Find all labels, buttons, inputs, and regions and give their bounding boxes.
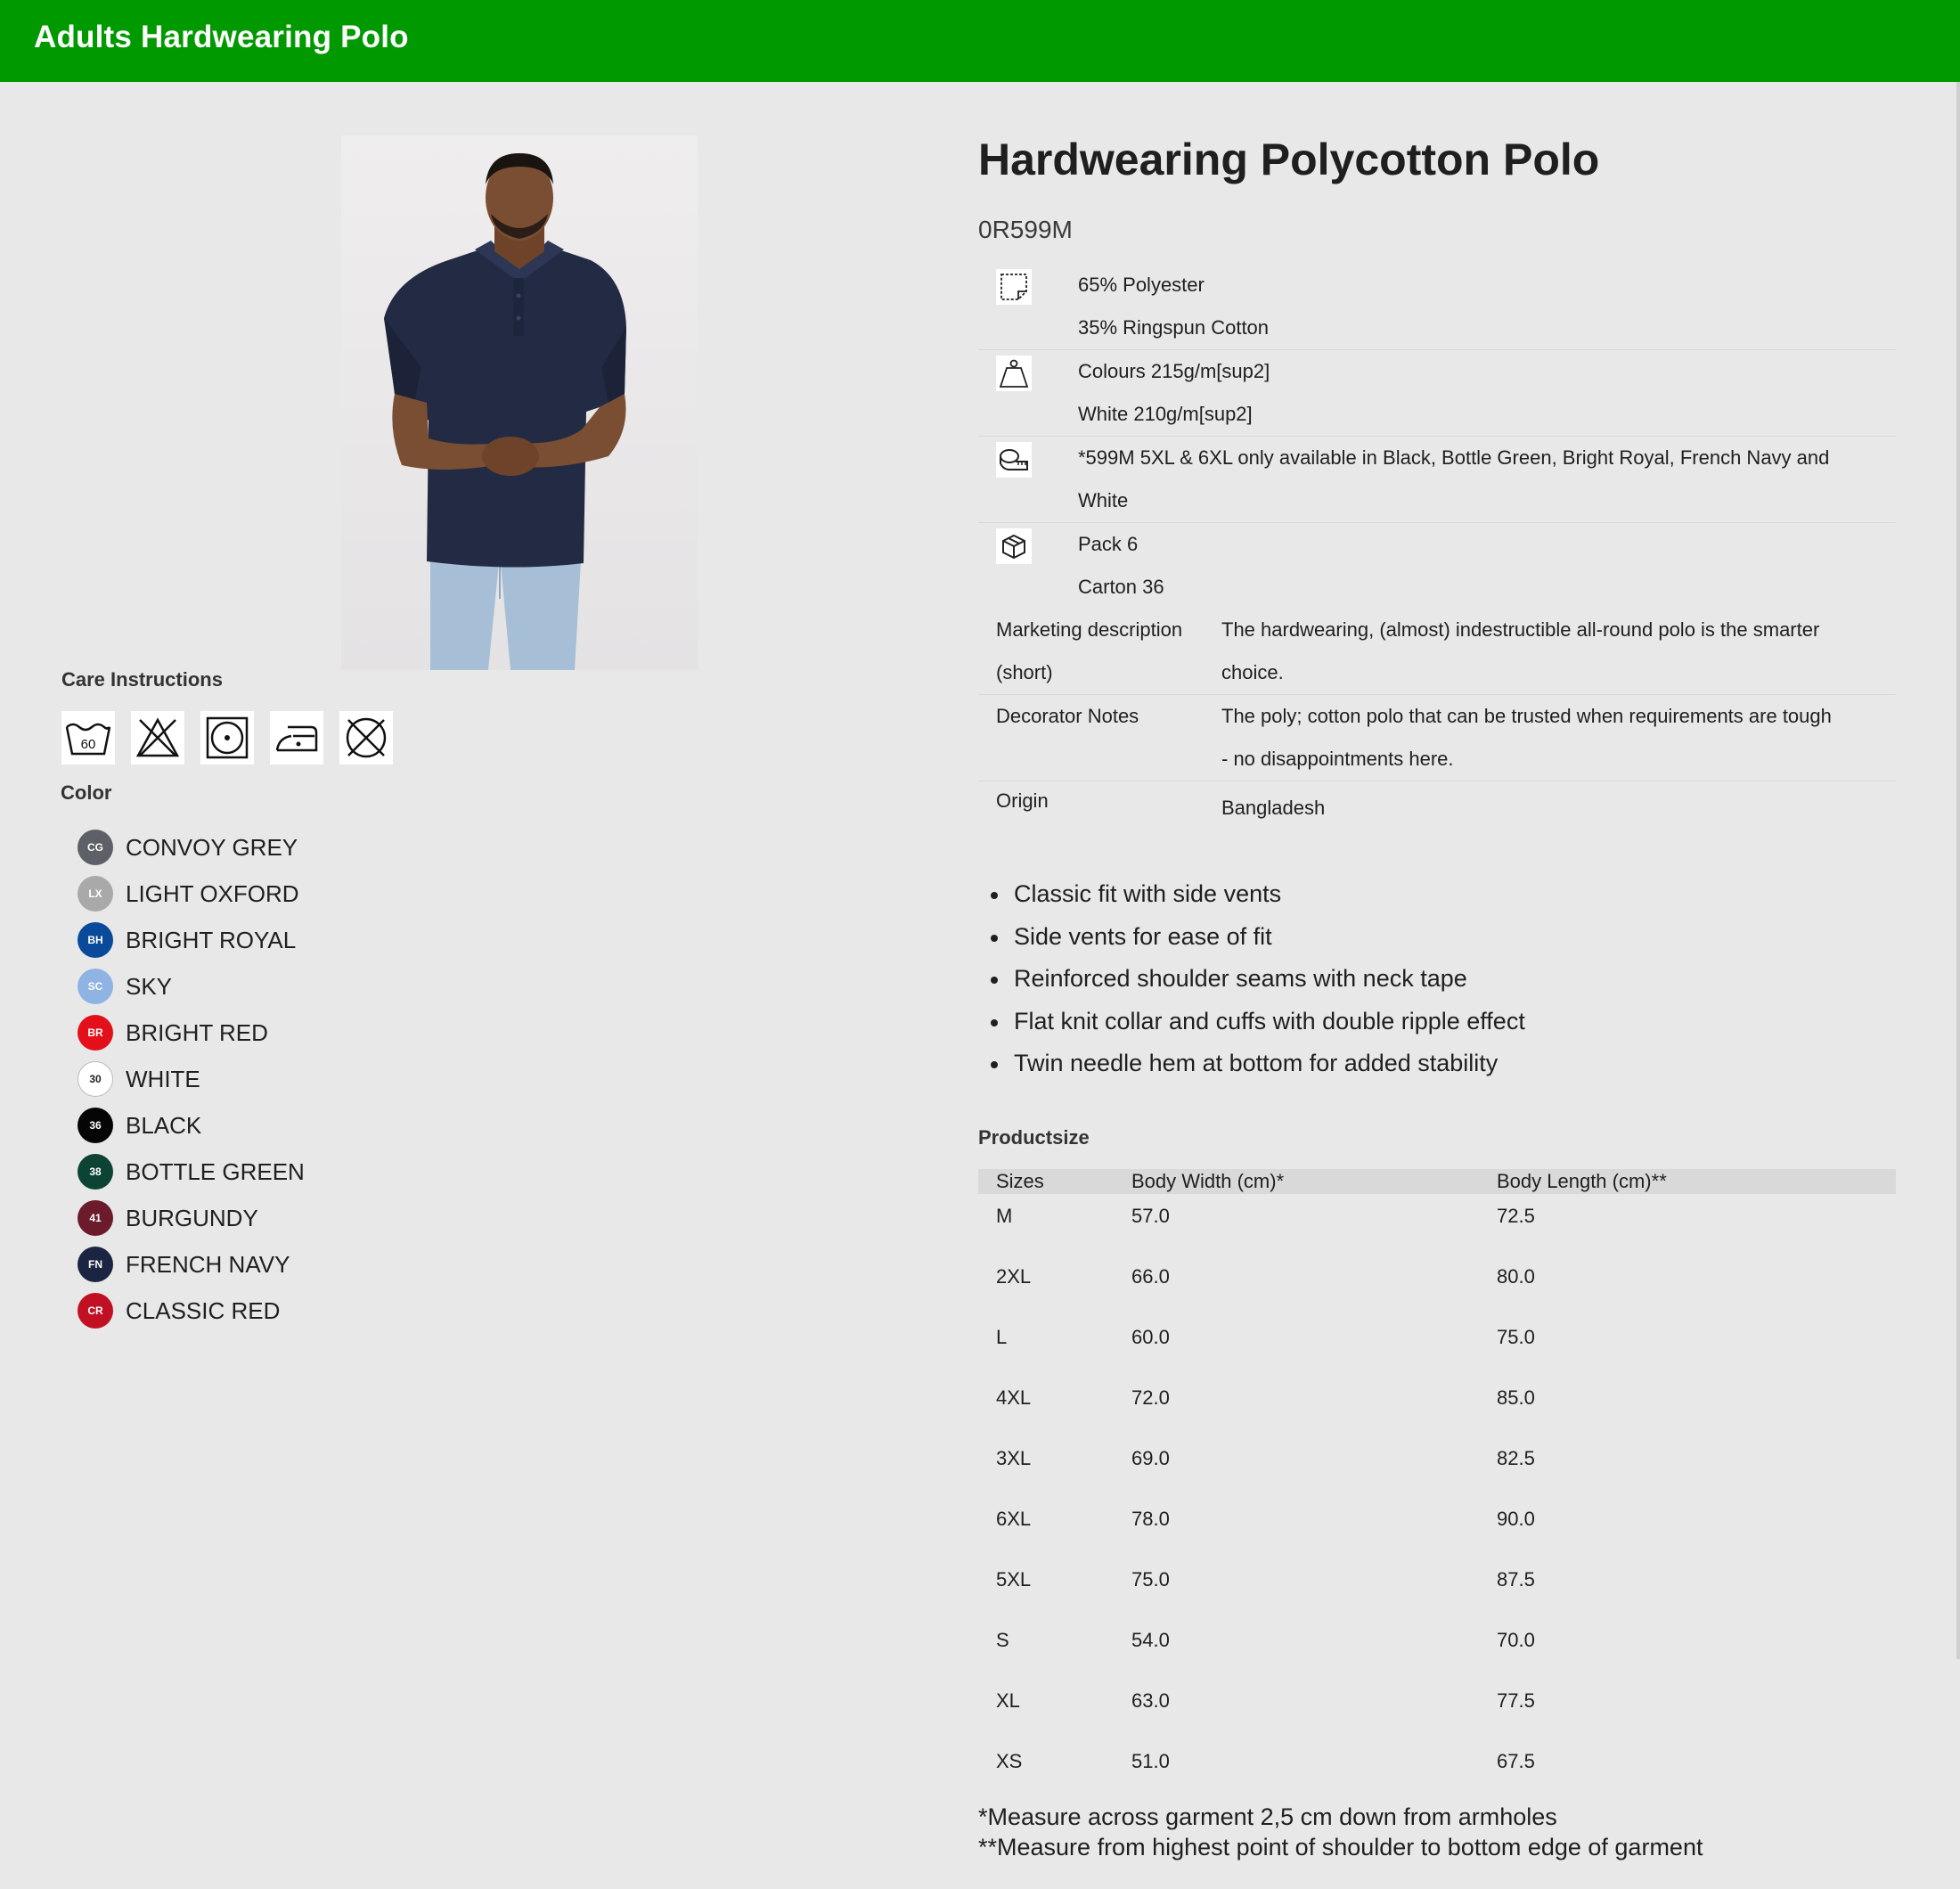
- color-name: BRIGHT RED: [126, 1018, 268, 1046]
- feature-item: Side vents for ease of fit: [989, 916, 1525, 959]
- note-line: *Measure across garment 2,5 cm down from armholes: [978, 1803, 1557, 1830]
- size-cell: 3XL: [996, 1447, 1032, 1469]
- feature-item: Flat knit collar and cuffs with double ripple effect: [989, 1001, 1525, 1043]
- length-cell: 85.0: [1497, 1386, 1535, 1409]
- size-cell: S: [996, 1629, 1009, 1651]
- table-row: [978, 1255, 1896, 1315]
- color-name: CLASSIC RED: [126, 1296, 281, 1324]
- table-row: [978, 1558, 1896, 1618]
- length-cell: 80.0: [1497, 1265, 1535, 1288]
- detail-key: Decorator Notes: [996, 705, 1139, 727]
- table-row: [978, 1739, 1896, 1800]
- width-cell: 69.0: [1131, 1447, 1170, 1469]
- detail-row-marketing: [978, 609, 1896, 695]
- page-header: [0, 0, 1960, 82]
- feature-item: Classic fit with side vents: [989, 873, 1525, 916]
- scrollbar-track[interactable]: [1956, 82, 1960, 1659]
- width-cell: 54.0: [1131, 1629, 1170, 1651]
- fabric-icon: [996, 269, 1032, 305]
- spec-line: White 210g/m[sup2]: [1078, 403, 1253, 425]
- wash-60-icon: [61, 711, 115, 765]
- color-swatch: CR: [78, 1293, 113, 1329]
- detail-value: The poly; cotton polo that can be trusted when requirements are tough: [1221, 705, 1832, 727]
- length-cell: 90.0: [1497, 1508, 1535, 1530]
- spec-line: 65% Polyester: [1078, 274, 1205, 296]
- color-name: BLACK: [126, 1111, 202, 1139]
- care-icons: [61, 711, 393, 765]
- color-swatch: BR: [78, 1015, 113, 1051]
- no-dry-clean-icon: [339, 711, 393, 765]
- feature-list: [989, 873, 1525, 1085]
- box-icon: [996, 528, 1032, 564]
- color-name: LIGHT OXFORD: [126, 879, 299, 907]
- productsize-label: Productsize: [978, 1126, 1090, 1149]
- color-name: BRIGHT ROYAL: [126, 926, 297, 953]
- size-cell: 6XL: [996, 1508, 1032, 1530]
- color-name: BOTTLE GREEN: [126, 1157, 305, 1185]
- width-cell: 75.0: [1131, 1568, 1170, 1591]
- color-option[interactable]: [78, 1241, 305, 1288]
- color-option[interactable]: [78, 824, 305, 871]
- spec-line: Colours 215g/m[sup2]: [1078, 360, 1270, 382]
- product-photo: [341, 135, 698, 670]
- spec-row-fabric: [978, 264, 1896, 350]
- length-cell: 75.0: [1497, 1326, 1535, 1348]
- page-header-title: Adults Hardwearing Polo: [34, 20, 409, 54]
- spec-line: 35% Ringspun Cotton: [1078, 316, 1270, 339]
- width-cell: 66.0: [1131, 1265, 1170, 1288]
- product-title: Hardwearing Polycotton Polo: [978, 135, 1600, 184]
- size-table: [978, 1169, 1896, 1800]
- color-name: CONVOY GREY: [126, 833, 298, 861]
- spec-line: Pack 6: [1078, 533, 1139, 555]
- color-name: SKY: [126, 972, 173, 1000]
- header-sizes: Sizes: [996, 1170, 1044, 1192]
- product-code: 0R599M: [978, 216, 1073, 243]
- detail-key: Marketing description: [996, 618, 1183, 641]
- size-cell: XS: [996, 1750, 1023, 1772]
- table-row: [978, 1679, 1896, 1739]
- detail-key: (short): [996, 661, 1053, 683]
- table-row: [978, 1436, 1896, 1497]
- feature-item: Reinforced shoulder seams with neck tape: [989, 958, 1525, 1001]
- spec-row-weight: [978, 350, 1896, 437]
- size-cell: 2XL: [996, 1265, 1032, 1288]
- spec-row-packaging: [978, 523, 1896, 609]
- feature-item: Twin needle hem at bottom for added stability: [989, 1043, 1525, 1085]
- header-body-width: Body Width (cm)*: [1131, 1170, 1285, 1192]
- note-line: **Measure from highest point of shoulder to bottom edge of garment: [978, 1834, 1703, 1860]
- no-bleach-icon: [131, 711, 184, 765]
- iron-low-icon: [270, 711, 323, 765]
- color-option[interactable]: [78, 963, 305, 1010]
- detail-key: Origin: [996, 789, 1049, 812]
- color-swatch: 36: [78, 1108, 113, 1143]
- tumble-dry-icon: [200, 711, 254, 765]
- size-cell: M: [996, 1205, 1013, 1227]
- detail-row-origin: [978, 781, 1896, 835]
- size-cell: 5XL: [996, 1568, 1032, 1591]
- width-cell: 72.0: [1131, 1386, 1170, 1409]
- width-cell: 78.0: [1131, 1508, 1170, 1530]
- table-row: [978, 1618, 1896, 1679]
- length-cell: 77.5: [1497, 1689, 1535, 1712]
- length-cell: 87.5: [1497, 1568, 1535, 1591]
- width-cell: 57.0: [1131, 1205, 1170, 1227]
- color-label: Color: [61, 781, 112, 804]
- width-cell: 60.0: [1131, 1326, 1170, 1348]
- header-body-length: Body Length (cm)**: [1497, 1170, 1667, 1192]
- spec-row-availability: [978, 437, 1896, 523]
- color-list: [78, 824, 305, 1334]
- color-option[interactable]: [78, 1102, 305, 1149]
- color-option[interactable]: [78, 1010, 305, 1056]
- spec-line: *599M 5XL & 6XL only available in Black, Bottle Green, Bright Royal, French Navy and: [1078, 446, 1830, 469]
- spec-table: [978, 264, 1896, 835]
- length-cell: 82.5: [1497, 1447, 1535, 1469]
- color-swatch: SC: [78, 969, 113, 1004]
- table-row: [978, 1497, 1896, 1558]
- color-option[interactable]: [78, 871, 305, 917]
- color-option[interactable]: [78, 1056, 305, 1102]
- table-row: [978, 1194, 1896, 1255]
- color-swatch: FN: [78, 1247, 113, 1282]
- detail-value: The hardwearing, (almost) indestructible all-round polo is the smarter: [1221, 618, 1820, 641]
- color-option[interactable]: [78, 1288, 305, 1334]
- svg-text:60: 60: [80, 737, 96, 752]
- width-cell: 63.0: [1131, 1689, 1170, 1712]
- measuring-tape-icon: [996, 442, 1032, 478]
- color-option[interactable]: [78, 1149, 305, 1195]
- color-name: WHITE: [126, 1065, 200, 1092]
- spec-line: Carton 36: [1078, 576, 1164, 598]
- color-swatch: CG: [78, 830, 113, 865]
- detail-value: Bangladesh: [1221, 797, 1326, 819]
- color-name: BURGUNDY: [126, 1204, 258, 1231]
- care-instructions-label: Care Instructions: [61, 668, 223, 691]
- length-cell: 70.0: [1497, 1629, 1535, 1651]
- color-swatch: 38: [78, 1154, 113, 1190]
- table-row: [978, 1376, 1896, 1436]
- size-cell: 4XL: [996, 1386, 1032, 1409]
- color-swatch: LX: [78, 876, 113, 912]
- size-table-header: [978, 1169, 1896, 1194]
- color-swatch: 41: [78, 1200, 113, 1236]
- detail-row-decorator: [978, 695, 1896, 781]
- table-row: [978, 1315, 1896, 1376]
- color-name: FRENCH NAVY: [126, 1250, 290, 1278]
- model-figure: [341, 135, 698, 670]
- color-option[interactable]: [78, 917, 305, 963]
- detail-value: - no disappointments here.: [1221, 748, 1454, 770]
- color-option[interactable]: [78, 1195, 305, 1241]
- color-swatch: 30: [78, 1061, 113, 1097]
- width-cell: 51.0: [1131, 1750, 1170, 1772]
- length-cell: 72.5: [1497, 1205, 1535, 1227]
- color-swatch: BH: [78, 922, 113, 958]
- size-cell: XL: [996, 1689, 1020, 1712]
- length-cell: 67.5: [1497, 1750, 1535, 1772]
- spec-line: White: [1078, 489, 1129, 511]
- detail-value: choice.: [1221, 661, 1284, 683]
- weight-icon: [996, 356, 1032, 391]
- size-cell: L: [996, 1326, 1008, 1348]
- measurement-notes: [978, 1802, 1703, 1862]
